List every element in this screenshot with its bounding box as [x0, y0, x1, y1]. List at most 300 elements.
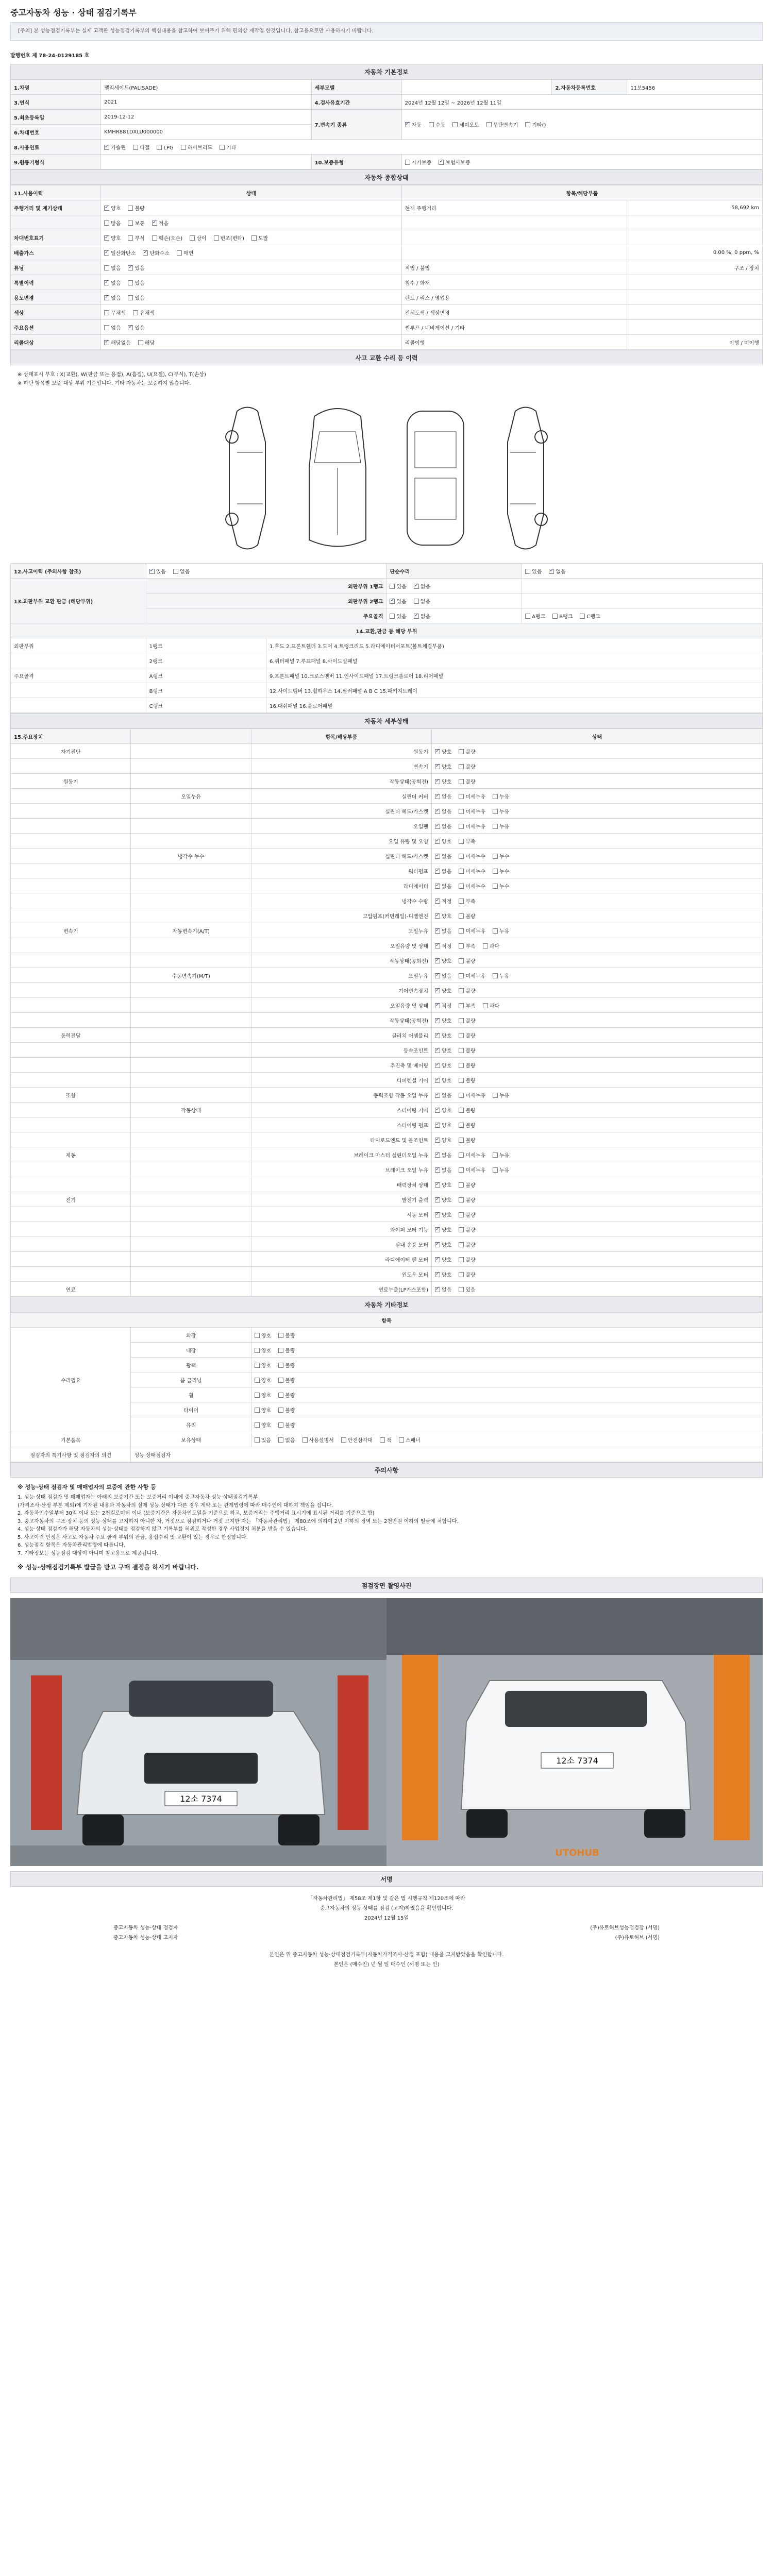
detail-option[interactable]	[459, 1031, 475, 1039]
detail-option[interactable]	[493, 792, 509, 800]
checkbox[interactable]	[459, 1167, 464, 1173]
detail-option[interactable]	[493, 972, 509, 979]
checkbox[interactable]	[435, 1257, 440, 1262]
checkbox[interactable]	[459, 1018, 464, 1023]
detail-option[interactable]	[493, 882, 509, 890]
checkbox[interactable]	[429, 122, 434, 127]
other-option[interactable]	[278, 1331, 295, 1339]
basic-item-option[interactable]	[380, 1436, 392, 1444]
detail-option[interactable]	[435, 852, 451, 860]
checkbox[interactable]	[435, 1272, 440, 1277]
other-option[interactable]	[255, 1376, 271, 1384]
general-option[interactable]	[128, 294, 144, 301]
detail-option[interactable]	[435, 777, 451, 785]
checkbox[interactable]	[435, 1197, 440, 1202]
checkbox[interactable]	[278, 1363, 283, 1368]
other-option[interactable]	[278, 1346, 295, 1354]
basic-item-option[interactable]	[399, 1436, 421, 1444]
checkbox[interactable]	[104, 280, 109, 285]
gearbox-option[interactable]	[486, 121, 518, 128]
detail-option[interactable]	[459, 957, 475, 964]
checkbox[interactable]	[435, 764, 440, 769]
checkbox[interactable]	[459, 1093, 464, 1098]
checkbox[interactable]	[493, 1153, 498, 1158]
detail-option[interactable]	[459, 1002, 475, 1009]
detail-option[interactable]	[435, 1166, 451, 1174]
checkbox[interactable]	[435, 1212, 440, 1217]
checkbox[interactable]	[128, 265, 133, 270]
basic-item-option[interactable]	[255, 1436, 271, 1444]
checkbox[interactable]	[128, 325, 133, 330]
detail-option[interactable]	[459, 1181, 475, 1189]
detail-option[interactable]	[435, 822, 451, 830]
checkbox[interactable]	[214, 235, 219, 241]
detail-option[interactable]	[435, 1136, 451, 1144]
checkbox[interactable]	[435, 1048, 440, 1053]
detail-option[interactable]	[435, 942, 451, 950]
checkbox[interactable]	[552, 614, 558, 619]
detail-option[interactable]	[459, 897, 475, 905]
other-option[interactable]	[278, 1391, 295, 1399]
checkbox[interactable]	[173, 569, 178, 574]
detail-option[interactable]	[459, 987, 475, 994]
checkbox[interactable]	[435, 854, 440, 859]
detail-option[interactable]	[435, 1181, 451, 1189]
checkbox[interactable]	[278, 1408, 283, 1413]
checkbox[interactable]	[459, 928, 464, 934]
checkbox[interactable]	[459, 794, 464, 799]
checkbox[interactable]	[380, 1437, 385, 1443]
checkbox[interactable]	[399, 1437, 404, 1443]
checkbox[interactable]	[414, 599, 419, 604]
fuel-option[interactable]	[157, 145, 173, 151]
checkbox[interactable]	[405, 122, 410, 127]
detail-option[interactable]	[459, 1136, 475, 1144]
checkbox[interactable]	[435, 824, 440, 829]
checkbox[interactable]	[549, 569, 554, 574]
repair-option[interactable]	[549, 567, 565, 575]
checkbox[interactable]	[459, 1033, 464, 1038]
detail-option[interactable]	[435, 1211, 451, 1218]
checkbox[interactable]	[435, 1287, 440, 1292]
checkbox[interactable]	[459, 1003, 464, 1008]
checkbox[interactable]	[452, 122, 458, 127]
general-option[interactable]	[104, 234, 121, 242]
checkbox[interactable]	[405, 160, 410, 165]
checkbox[interactable]	[459, 869, 464, 874]
detail-option[interactable]	[493, 1091, 509, 1099]
checkbox[interactable]	[493, 794, 498, 799]
detail-option[interactable]	[459, 762, 475, 770]
other-option[interactable]	[255, 1361, 271, 1369]
detail-option[interactable]	[483, 1002, 499, 1009]
checkbox[interactable]	[486, 122, 492, 127]
detail-option[interactable]	[483, 942, 499, 950]
checkbox[interactable]	[459, 1063, 464, 1068]
checkbox[interactable]	[255, 1378, 260, 1383]
checkbox[interactable]	[414, 584, 419, 589]
general-option[interactable]	[128, 219, 144, 227]
checkbox[interactable]	[255, 1437, 260, 1443]
detail-option[interactable]	[493, 927, 509, 935]
detail-option[interactable]	[435, 1016, 451, 1024]
checkbox[interactable]	[278, 1333, 283, 1338]
checkbox[interactable]	[459, 899, 464, 904]
general-option[interactable]	[214, 234, 244, 242]
detail-option[interactable]	[459, 1270, 475, 1278]
detail-option[interactable]	[435, 927, 451, 935]
checkbox[interactable]	[493, 884, 498, 889]
checkbox[interactable]	[181, 145, 186, 150]
checkbox[interactable]	[459, 973, 464, 978]
detail-option[interactable]	[435, 957, 451, 964]
general-option[interactable]	[128, 204, 144, 212]
detail-option[interactable]	[459, 822, 485, 830]
checkbox[interactable]	[435, 988, 440, 993]
detail-option[interactable]	[459, 867, 485, 875]
general-option[interactable]	[128, 234, 144, 242]
checkbox[interactable]	[493, 928, 498, 934]
checkbox[interactable]	[459, 749, 464, 754]
general-option[interactable]	[104, 338, 131, 346]
rank-option[interactable]	[390, 597, 406, 605]
checkbox[interactable]	[435, 869, 440, 874]
other-option[interactable]	[255, 1331, 271, 1339]
checkbox[interactable]	[435, 1033, 440, 1038]
detail-option[interactable]	[435, 1061, 451, 1069]
detail-option[interactable]	[459, 912, 475, 920]
checkbox[interactable]	[255, 1408, 260, 1413]
other-option[interactable]	[278, 1421, 295, 1429]
general-option[interactable]	[104, 279, 121, 286]
checkbox[interactable]	[459, 1242, 464, 1247]
checkbox[interactable]	[435, 1182, 440, 1188]
checkbox[interactable]	[435, 809, 440, 814]
checkbox[interactable]	[177, 250, 182, 256]
checkbox[interactable]	[390, 599, 395, 604]
general-option[interactable]	[138, 338, 155, 346]
checkbox[interactable]	[104, 221, 109, 226]
checkbox[interactable]	[390, 584, 395, 589]
other-option[interactable]	[255, 1346, 271, 1354]
detail-option[interactable]	[435, 1031, 451, 1039]
checkbox[interactable]	[459, 1108, 464, 1113]
general-option[interactable]	[190, 234, 206, 242]
checkbox[interactable]	[133, 310, 138, 315]
checkbox[interactable]	[459, 779, 464, 784]
other-option[interactable]	[255, 1406, 271, 1414]
checkbox[interactable]	[459, 839, 464, 844]
gearbox-option[interactable]	[405, 121, 422, 128]
checkbox[interactable]	[251, 235, 257, 241]
detail-option[interactable]	[459, 1016, 475, 1024]
detail-option[interactable]	[435, 987, 451, 994]
general-option[interactable]	[152, 234, 182, 242]
checkbox[interactable]	[439, 160, 444, 165]
other-option[interactable]	[255, 1391, 271, 1399]
general-option[interactable]	[104, 264, 121, 272]
checkbox[interactable]	[435, 779, 440, 784]
checkbox[interactable]	[157, 145, 162, 150]
checkbox[interactable]	[435, 1227, 440, 1232]
fuel-option[interactable]	[104, 143, 126, 151]
checkbox[interactable]	[435, 958, 440, 963]
detail-option[interactable]	[459, 792, 485, 800]
rank-grade-option[interactable]	[525, 612, 545, 620]
checkbox[interactable]	[278, 1348, 283, 1353]
checkbox[interactable]	[459, 1287, 464, 1292]
general-option[interactable]	[133, 309, 155, 316]
gearbox-option[interactable]	[429, 121, 445, 128]
detail-option[interactable]	[435, 897, 451, 905]
checkbox[interactable]	[493, 973, 498, 978]
checkbox[interactable]	[435, 1078, 440, 1083]
checkbox[interactable]	[435, 1153, 440, 1158]
checkbox[interactable]	[459, 1212, 464, 1217]
checkbox[interactable]	[459, 1272, 464, 1277]
checkbox[interactable]	[435, 913, 440, 919]
checkbox[interactable]	[104, 325, 109, 330]
checkbox[interactable]	[459, 1257, 464, 1262]
detail-option[interactable]	[459, 1046, 475, 1054]
detail-option[interactable]	[493, 807, 509, 815]
checkbox[interactable]	[435, 1093, 440, 1098]
checkbox[interactable]	[128, 295, 133, 300]
checkbox[interactable]	[255, 1393, 260, 1398]
checkbox[interactable]	[459, 764, 464, 769]
detail-option[interactable]	[435, 912, 451, 920]
checkbox[interactable]	[435, 839, 440, 844]
accident-option[interactable]	[173, 567, 190, 575]
checkbox[interactable]	[104, 310, 109, 315]
checkbox[interactable]	[278, 1378, 283, 1383]
detail-option[interactable]	[459, 1256, 475, 1263]
general-option[interactable]	[104, 219, 121, 227]
checkbox[interactable]	[128, 206, 133, 211]
general-option[interactable]	[104, 324, 121, 331]
detail-option[interactable]	[459, 972, 485, 979]
checkbox[interactable]	[459, 1153, 464, 1158]
checkbox[interactable]	[459, 1182, 464, 1188]
checkbox[interactable]	[138, 340, 143, 345]
detail-option[interactable]	[435, 807, 451, 815]
repair-option[interactable]	[525, 567, 542, 575]
checkbox[interactable]	[255, 1363, 260, 1368]
detail-option[interactable]	[493, 822, 509, 830]
checkbox[interactable]	[459, 988, 464, 993]
checkbox[interactable]	[459, 913, 464, 919]
detail-option[interactable]	[459, 1285, 475, 1293]
checkbox[interactable]	[133, 145, 138, 150]
detail-option[interactable]	[435, 837, 451, 845]
basic-item-option[interactable]	[278, 1436, 295, 1444]
gearbox-option[interactable]	[525, 121, 546, 128]
checkbox[interactable]	[152, 235, 157, 241]
detail-option[interactable]	[493, 1166, 509, 1174]
detail-option[interactable]	[459, 748, 475, 755]
fuel-option[interactable]	[220, 143, 236, 151]
accident-option[interactable]	[149, 567, 166, 575]
rank-option[interactable]	[414, 612, 430, 620]
checkbox[interactable]	[483, 1003, 488, 1008]
detail-option[interactable]	[493, 852, 509, 860]
detail-option[interactable]	[459, 1151, 485, 1159]
checkbox[interactable]	[104, 295, 109, 300]
checkbox[interactable]	[390, 614, 395, 619]
detail-option[interactable]	[459, 1241, 475, 1248]
checkbox[interactable]	[435, 1123, 440, 1128]
general-option[interactable]	[104, 204, 121, 212]
other-option[interactable]	[255, 1421, 271, 1429]
rank-option[interactable]	[414, 582, 430, 590]
detail-option[interactable]	[435, 867, 451, 875]
other-option[interactable]	[278, 1376, 295, 1384]
detail-option[interactable]	[435, 1002, 451, 1009]
detail-option[interactable]	[459, 807, 485, 815]
checkbox[interactable]	[435, 749, 440, 754]
checkbox[interactable]	[435, 1018, 440, 1023]
checkbox[interactable]	[190, 235, 195, 241]
checkbox[interactable]	[483, 943, 488, 948]
detail-option[interactable]	[435, 882, 451, 890]
checkbox[interactable]	[459, 958, 464, 963]
detail-option[interactable]	[459, 1211, 475, 1218]
checkbox[interactable]	[435, 794, 440, 799]
detail-option[interactable]	[459, 882, 485, 890]
detail-option[interactable]	[459, 1226, 475, 1233]
general-option[interactable]	[128, 324, 144, 331]
checkbox[interactable]	[278, 1393, 283, 1398]
general-option[interactable]	[152, 219, 169, 227]
checkbox[interactable]	[525, 122, 530, 127]
detail-option[interactable]	[435, 1076, 451, 1084]
checkbox[interactable]	[435, 1242, 440, 1247]
checkbox[interactable]	[143, 250, 148, 256]
detail-option[interactable]	[435, 1270, 451, 1278]
detail-option[interactable]	[435, 1241, 451, 1248]
detail-option[interactable]	[459, 837, 475, 845]
checkbox[interactable]	[303, 1437, 308, 1443]
detail-option[interactable]	[435, 1106, 451, 1114]
checkbox[interactable]	[435, 1138, 440, 1143]
checkbox[interactable]	[104, 145, 109, 150]
detail-option[interactable]	[435, 1121, 451, 1129]
rank-grade-option[interactable]	[552, 612, 573, 620]
general-option[interactable]	[128, 264, 144, 272]
checkbox[interactable]	[493, 824, 498, 829]
checkbox[interactable]	[255, 1348, 260, 1353]
general-option[interactable]	[251, 234, 268, 242]
checkbox[interactable]	[104, 340, 109, 345]
checkbox[interactable]	[104, 265, 109, 270]
detail-option[interactable]	[435, 1091, 451, 1099]
checkbox[interactable]	[435, 884, 440, 889]
checkbox[interactable]	[255, 1422, 260, 1428]
detail-option[interactable]	[435, 762, 451, 770]
checkbox[interactable]	[104, 250, 109, 256]
checkbox[interactable]	[459, 824, 464, 829]
detail-option[interactable]	[435, 1196, 451, 1204]
checkbox[interactable]	[128, 221, 133, 226]
checkbox[interactable]	[128, 280, 133, 285]
detail-option[interactable]	[459, 942, 475, 950]
checkbox[interactable]	[341, 1437, 346, 1443]
checkbox[interactable]	[152, 221, 157, 226]
detail-option[interactable]	[459, 1061, 475, 1069]
rank-option[interactable]	[390, 612, 406, 620]
detail-option[interactable]	[459, 1196, 475, 1204]
checkbox[interactable]	[525, 614, 530, 619]
detail-option[interactable]	[493, 1151, 509, 1159]
checkbox[interactable]	[414, 614, 419, 619]
detail-option[interactable]	[459, 1106, 475, 1114]
checkbox[interactable]	[459, 854, 464, 859]
checkbox[interactable]	[493, 869, 498, 874]
gearbox-option[interactable]	[452, 121, 479, 128]
checkbox[interactable]	[278, 1437, 283, 1443]
detail-option[interactable]	[459, 1076, 475, 1084]
checkbox[interactable]	[459, 1078, 464, 1083]
other-option[interactable]	[278, 1406, 295, 1414]
checkbox[interactable]	[104, 206, 109, 211]
checkbox[interactable]	[220, 145, 225, 150]
checkbox[interactable]	[493, 809, 498, 814]
rank-grade-option[interactable]	[580, 612, 600, 620]
general-option[interactable]	[143, 249, 170, 257]
fuel-option[interactable]	[133, 143, 149, 151]
warranty-option[interactable]	[405, 158, 432, 166]
checkbox[interactable]	[435, 973, 440, 978]
fuel-option[interactable]	[181, 143, 212, 151]
checkbox[interactable]	[493, 1093, 498, 1098]
detail-option[interactable]	[459, 927, 485, 935]
detail-option[interactable]	[459, 777, 475, 785]
general-option[interactable]	[128, 279, 144, 286]
checkbox[interactable]	[459, 1138, 464, 1143]
checkbox[interactable]	[435, 1063, 440, 1068]
detail-option[interactable]	[459, 1166, 485, 1174]
basic-item-option[interactable]	[303, 1436, 334, 1444]
checkbox[interactable]	[278, 1422, 283, 1428]
checkbox[interactable]	[459, 1197, 464, 1202]
checkbox[interactable]	[459, 1227, 464, 1232]
checkbox[interactable]	[149, 569, 155, 574]
general-option[interactable]	[104, 309, 126, 316]
other-option[interactable]	[278, 1361, 295, 1369]
detail-option[interactable]	[435, 792, 451, 800]
detail-option[interactable]	[435, 748, 451, 755]
checkbox[interactable]	[580, 614, 585, 619]
checkbox[interactable]	[459, 809, 464, 814]
rank-option[interactable]	[414, 597, 430, 605]
general-option[interactable]	[104, 249, 136, 257]
detail-option[interactable]	[435, 1256, 451, 1263]
detail-option[interactable]	[459, 1091, 485, 1099]
checkbox[interactable]	[459, 1048, 464, 1053]
checkbox[interactable]	[435, 1167, 440, 1173]
checkbox[interactable]	[459, 884, 464, 889]
detail-option[interactable]	[435, 1285, 451, 1293]
checkbox[interactable]	[104, 235, 109, 241]
warranty-option[interactable]	[439, 158, 470, 166]
checkbox[interactable]	[255, 1333, 260, 1338]
detail-option[interactable]	[459, 1121, 475, 1129]
checkbox[interactable]	[493, 1167, 498, 1173]
checkbox[interactable]	[128, 235, 133, 241]
general-option[interactable]	[104, 294, 121, 301]
checkbox[interactable]	[435, 943, 440, 948]
rank-option[interactable]	[390, 582, 406, 590]
